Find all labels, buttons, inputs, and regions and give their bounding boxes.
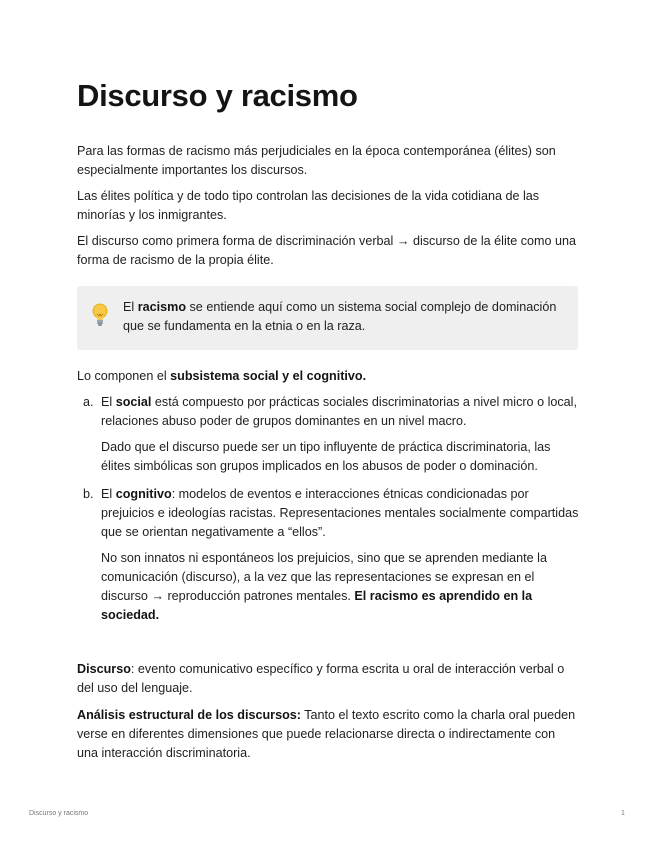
definition-analisis: Análisis estructural de los discursos: Tanto el texto escrito como la charla oral pueden verse en diferentes dimensiones que puede relacionarse directa o indirectamente con una interacción discriminatoria. — [77, 708, 576, 760]
intro-paragraph-3: El discurso como primera forma de discriminación verbal → discurso de la élite como una forma de racismo de la propia élite. — [77, 234, 577, 267]
list-marker: a. — [83, 395, 94, 409]
list-marker: b. — [83, 487, 94, 501]
intro-paragraph-1: Para las formas de racismo más perjudiciales en la época contemporánea (élites) son especialmente importantes los discursos. — [77, 144, 556, 177]
lightbulb-icon — [91, 303, 109, 329]
list-item-extra: No son innatos ni espontáneos los prejuicios, sino que se aprenden mediante la comunicación (discurso), a la vez que las representaciones se expresan en el discurso → reproducción patrones mentales. El racismo es aprendido en la sociedad. — [101, 551, 547, 622]
callout-text: El racismo se entiende aquí como un sistema social complejo de dominación que se fundamenta en la etnia o en la raza. — [123, 300, 557, 333]
intro-paragraph-2: Las élites política y de todo tipo controlan las decisiones de la vida cotidiana de las minorías y los inmigrantes. — [77, 189, 540, 222]
page-title: Discurso y racismo — [77, 78, 358, 113]
callout-bold-term: racismo — [137, 300, 187, 314]
list-item-extra: Dado que el discurso puede ser un tipo influyente de práctica discriminatoria, las élites simbólicas son grupos implicados en los abusos de poder o dominación. — [101, 440, 551, 473]
components-line: Lo componen el subsistema social y el cognitivo. — [77, 369, 367, 383]
footer-page-number: 1 — [621, 810, 625, 817]
footer-title: Discurso y racismo — [29, 810, 89, 817]
callout-box — [77, 286, 578, 350]
definition-discurso: Discurso: evento comunicativo específico y forma escrita u oral de interacción verbal o del uso del lenguaje. — [77, 662, 565, 695]
